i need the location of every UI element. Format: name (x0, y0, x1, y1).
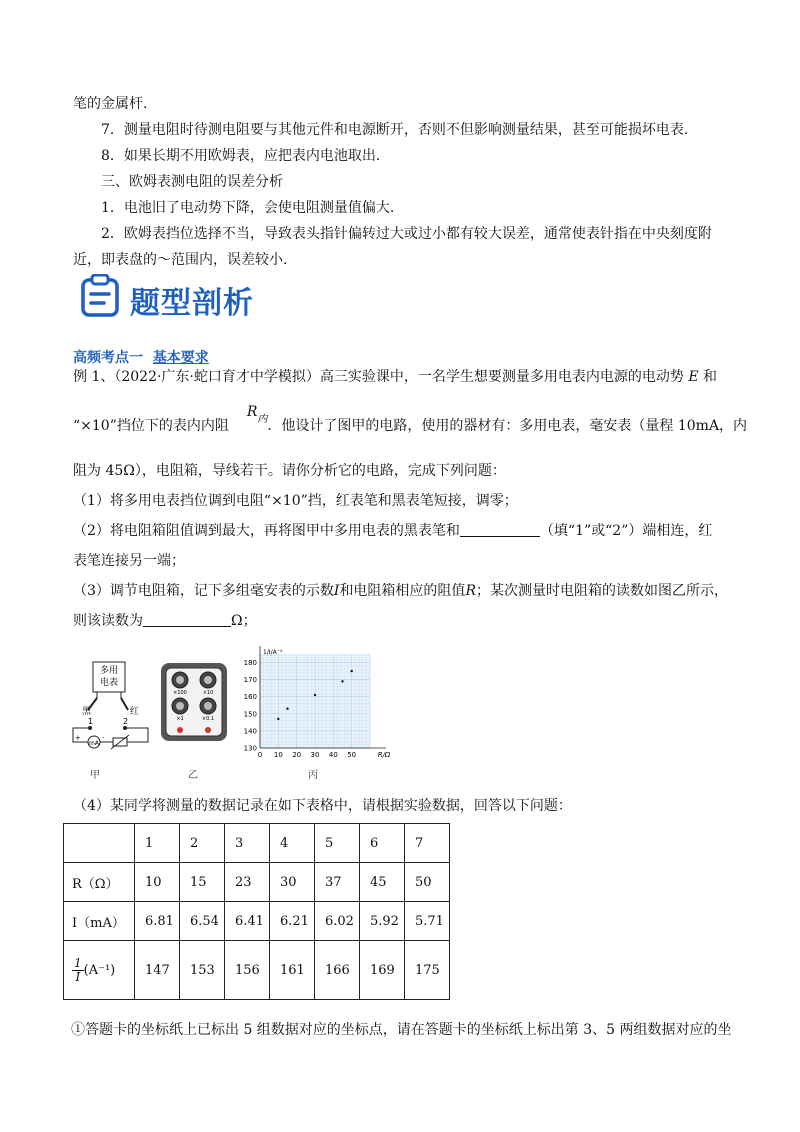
x-tick-label: 10 (273, 751, 283, 759)
table-cell: 6.81 (135, 902, 180, 941)
example-text: “×10”挡位下的表内内阻 (73, 418, 229, 434)
answer-blank[interactable] (460, 522, 540, 537)
clipboard-icon (80, 274, 122, 318)
table-row-label: I（mA） (64, 902, 135, 941)
y-tick-label: 180 (243, 659, 257, 668)
question-text: Ω； (231, 613, 257, 629)
y-tick-label: 140 (243, 727, 257, 736)
dial-center (204, 676, 212, 684)
terminal-label: 2 (123, 717, 129, 726)
question-line (73, 611, 257, 631)
table-header-cell: 2 (180, 824, 225, 863)
question-text: （3）调节电阻箱，记下多组毫安表的示数 (73, 583, 334, 599)
ammeter-label: mA (89, 740, 99, 747)
text-line: 1．电池旧了电动势下降，会使电阻测量值偏大. (101, 200, 395, 216)
x-axis-label: R/Ω (377, 751, 391, 759)
text-line: 近，即表盘的～范围内，误差较小. (73, 252, 288, 268)
red-probe-label: 红 (130, 707, 140, 717)
table-header-cell: 1 (135, 824, 180, 863)
example-line (73, 404, 748, 438)
table-header-cell: 4 (270, 824, 315, 863)
table-cell: 6.21 (270, 902, 315, 941)
table-cell: 10 (135, 863, 180, 902)
table-cell: 153 (180, 941, 225, 1000)
question-text: 则该读数为 (73, 613, 143, 629)
dial-label: ×100 (173, 690, 187, 696)
resistance-symbol: R (246, 404, 258, 420)
fraction-denominator: I (75, 969, 81, 984)
question-line: ①答题卡的坐标纸上已标出 5 组数据对应的坐标点，请在答题卡的坐标纸上标出第 3、5 两组数据对应的坐 (71, 1022, 732, 1038)
text-line: 三、欧姆表测电阻的误差分析 (101, 174, 283, 190)
x-tick-label: 20 (292, 751, 302, 759)
table-cell: 23 (225, 863, 270, 902)
question-text: （填“1”或“2”）端相连，红 (539, 523, 713, 539)
current-symbol: I (333, 583, 340, 599)
x-tick-label: 0 (257, 751, 263, 759)
black-probe-label: 黑 (82, 707, 92, 717)
table-cell: 37 (315, 863, 360, 902)
question-line: （4）某同学将测量的数据记录在如下表格中，请根据实验数据，回答以下问题： (73, 798, 572, 814)
resistance-box (160, 662, 228, 742)
section-heading (73, 347, 209, 367)
section-banner (80, 274, 740, 324)
question-line: （1）将多用电表挡位调到电阻“×10”挡，红表笔和黑表笔短接，调零； (73, 493, 518, 509)
y-tick-label: 160 (243, 693, 257, 702)
figure-caption-yi: 乙 (188, 770, 198, 781)
fraction-numerator: 1 (74, 955, 82, 970)
data-point (350, 670, 352, 672)
table-header-cell: 5 (315, 824, 360, 863)
example-text: 和 (703, 369, 718, 385)
y-tick-label: 150 (243, 710, 257, 719)
figure-caption-jia: 甲 (90, 770, 100, 781)
table-cell: 169 (360, 941, 405, 1000)
question-text: ；某次测量时电阻箱的读数如图乙所示， (475, 583, 728, 599)
text-line: 7．测量电阻时待测电阻要与其他元件和电源断开，否则不但影响测量结果，甚至可能损坏电表. (101, 122, 689, 138)
example-line (73, 367, 717, 387)
circuit-diagram (68, 660, 158, 750)
example-text: 例 1、（2022·广东·蛇口育才中学模拟）高三实验课中，一名学生想要测量多用电表内电源的电动势 (73, 369, 684, 385)
fraction (72, 957, 84, 984)
data-point (286, 707, 288, 709)
table-row-label (64, 941, 135, 1000)
section-title: 基本要求 (152, 350, 209, 366)
banner-title: 题型剖析 (130, 286, 254, 321)
table-cell: 30 (270, 863, 315, 902)
y-tick-label: 170 (243, 676, 257, 685)
table-cell: 166 (315, 941, 360, 1000)
x-tick-label: 40 (328, 751, 338, 759)
unit-label: (A⁻¹) (83, 962, 116, 978)
question-line (73, 521, 712, 541)
question-text: （2）将电阻箱阻值调到最大，再将图甲中多用电表的黑表笔和 (73, 523, 460, 539)
table-cell: 50 (405, 863, 450, 902)
table-header-cell: 3 (225, 824, 270, 863)
resistance-symbol: R (465, 583, 476, 599)
data-table (63, 823, 450, 1000)
dial-label: ×10 (202, 690, 214, 696)
answer-blank[interactable] (143, 612, 231, 627)
table-cell: 6.02 (315, 902, 360, 941)
meter-label: 电表 (99, 678, 119, 688)
y-tick-label: 130 (243, 744, 257, 753)
question-line: 表笔连接另一端； (73, 553, 185, 569)
question-line (73, 581, 728, 601)
table-row-label: R（Ω） (64, 863, 135, 902)
table-header-cell: 7 (405, 824, 450, 863)
table-header-cell: 6 (360, 824, 405, 863)
y-axis-label: 1/I/A⁻¹ (263, 649, 283, 656)
table-cell: 156 (225, 941, 270, 1000)
table-cell: 175 (405, 941, 450, 1000)
table-cell: 6.54 (180, 902, 225, 941)
table-cell: 15 (180, 863, 225, 902)
data-point (341, 680, 343, 682)
scatter-chart (236, 646, 396, 766)
x-tick-label: 30 (310, 751, 320, 759)
table-row (64, 824, 450, 863)
x-tick-label: 50 (347, 751, 357, 759)
section-prefix: 高频考点一 (73, 350, 143, 366)
data-point (277, 718, 279, 720)
table-cell: 5.92 (360, 902, 405, 941)
dial-label: ×0.1 (201, 716, 215, 722)
example-line: 阻为 45Ω），电阻箱，导线若干。请你分析它的电路，完成下列问题： (73, 463, 506, 479)
text-line: 笔的金属杆. (73, 96, 148, 112)
table-cell: 5.71 (405, 902, 450, 941)
emf-symbol: E (688, 369, 699, 385)
minus-sign: - (102, 734, 105, 742)
dial-center (204, 702, 212, 710)
table-cell: 45 (360, 863, 405, 902)
table-row (64, 941, 450, 1000)
table-cell: 147 (135, 941, 180, 1000)
table-row (64, 863, 450, 902)
data-point (314, 694, 316, 696)
resistance-subscript: 内 (257, 414, 268, 425)
terminal-label: 1 (88, 717, 94, 726)
dial-label: ×1 (176, 716, 184, 722)
text-line: 2．欧姆表挡位选择不当，导致表头指针偏转过大或过小都有较大误差，通常使表针指在中央刻度附 (101, 226, 712, 242)
dial-center (176, 676, 184, 684)
plus-sign: + (75, 734, 81, 742)
dial-center (176, 702, 184, 710)
question-text: 和电阻箱相应的阻值 (339, 583, 466, 599)
table-header-cell (64, 824, 135, 863)
text-line: 8．如果长期不用欧姆表，应把表内电池取出. (101, 148, 381, 164)
table-cell: 161 (270, 941, 315, 1000)
table-row (64, 902, 450, 941)
example-text: ．他设计了图甲的电路，使用的器材有：多用电表，毫安表（量程 10mA，内 (267, 418, 748, 434)
table-cell: 6.41 (225, 902, 270, 941)
meter-label: 多用 (99, 666, 119, 676)
figure-caption-bing: 丙 (308, 770, 318, 781)
